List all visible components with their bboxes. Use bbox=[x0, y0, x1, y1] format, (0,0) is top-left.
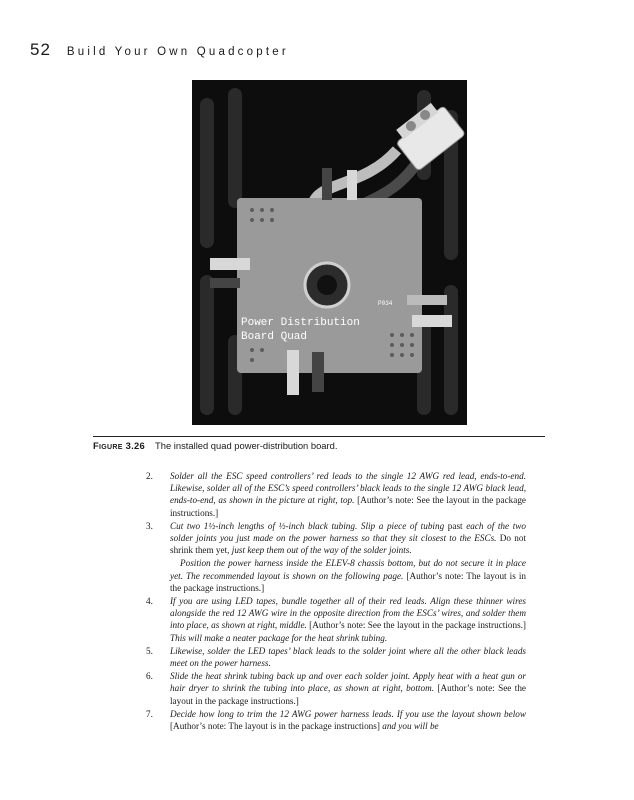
step-number: 6. bbox=[146, 671, 153, 682]
step-text: Solder all the ESC speed controllers’ red leads to the single 12 AWG red lead, ends-to-end. Likewise, solder all of the ESC’s speed controllers’ black leads to the single 12 AWG black lead, ends-to-end, as shown in the picture at right, top. bbox=[170, 471, 526, 506]
step-6 bbox=[146, 670, 526, 707]
step-text: Cut two 1½-inch lengths of ½-inch black tubing. Slip a piece of tubing bbox=[170, 520, 445, 531]
step-number: 2. bbox=[146, 471, 153, 481]
caption-text: The installed quad power-distribution board. bbox=[155, 440, 338, 451]
board-label-line1: Power Distribution bbox=[241, 317, 360, 329]
step-7 bbox=[146, 708, 526, 732]
step-number: 4. bbox=[146, 596, 153, 607]
step-5 bbox=[146, 645, 526, 669]
step-text: Decide how long to trim the 12 AWG power harness leads. If you use the layout shown below bbox=[170, 708, 526, 719]
board-code: P034 bbox=[378, 300, 393, 307]
figure-label: Figure 3.26 bbox=[93, 440, 146, 451]
step-3-continued bbox=[146, 557, 526, 594]
step-3 bbox=[146, 520, 526, 557]
step-text: Slide the heat shrink tubing back up and over each solder joint. Apply heat with a heat gun or hair dryer to shrink the tubing into place, as shown at right, bottom. bbox=[170, 671, 526, 694]
step-number: 7. bbox=[146, 708, 153, 719]
step-number: 5. bbox=[146, 645, 153, 656]
step-number: 3. bbox=[146, 520, 153, 531]
step-note: [Author’s note: See the layout in the package instructions.] bbox=[170, 495, 526, 518]
step-2 bbox=[146, 470, 526, 519]
instruction-steps bbox=[146, 470, 526, 733]
step-text: Do not shrink them yet, bbox=[170, 533, 526, 556]
board-label-line2: Board Quad bbox=[241, 331, 308, 343]
step-note: [Author’s note: The layout is in the package instructions] bbox=[170, 721, 383, 732]
figure-caption bbox=[93, 440, 545, 451]
step-text: Position the power harness inside the ELEV-8 chassis bottom, but do not secure it in place yet. The recommended layout is shown on the following page. bbox=[170, 558, 526, 581]
step-4 bbox=[146, 595, 526, 644]
step-text: each of the two solder joints you just made on the power harness so that they sit closest to the ESCs. bbox=[170, 520, 526, 544]
step-text: past bbox=[444, 520, 467, 531]
step-text: just keep them out of the way of the solder joints. bbox=[231, 545, 412, 556]
page-header bbox=[30, 40, 289, 60]
page-number: 52 bbox=[30, 40, 51, 59]
step-note: [Author’s note: See the layout in the package instructions.] bbox=[306, 620, 526, 631]
step-note: [Author’s note: The layout is in the package instructions.] bbox=[170, 570, 526, 593]
running-title: Build Your Own Quadcopter bbox=[66, 46, 289, 58]
caption-divider bbox=[93, 436, 545, 437]
step-note: [Author’s note: See the layout in the package instructions.] bbox=[170, 683, 526, 706]
board-photo bbox=[192, 80, 467, 425]
step-text: Likewise, solder the LED tapes’ black leads to the solder joint where all the other black leads meet on the power harness. bbox=[170, 645, 526, 669]
step-text: If you are using LED tapes, bundle together all of their red leads. Align these thinner wires alongside the red 12 AWG wire in the opposite direction from the ESCs’ wires, and solder them into place, as shown at right, middle. bbox=[170, 596, 526, 631]
step-text: and you will be bbox=[382, 721, 439, 732]
step-text: This will make a neater package for the heat shrink tubing. bbox=[170, 632, 388, 643]
